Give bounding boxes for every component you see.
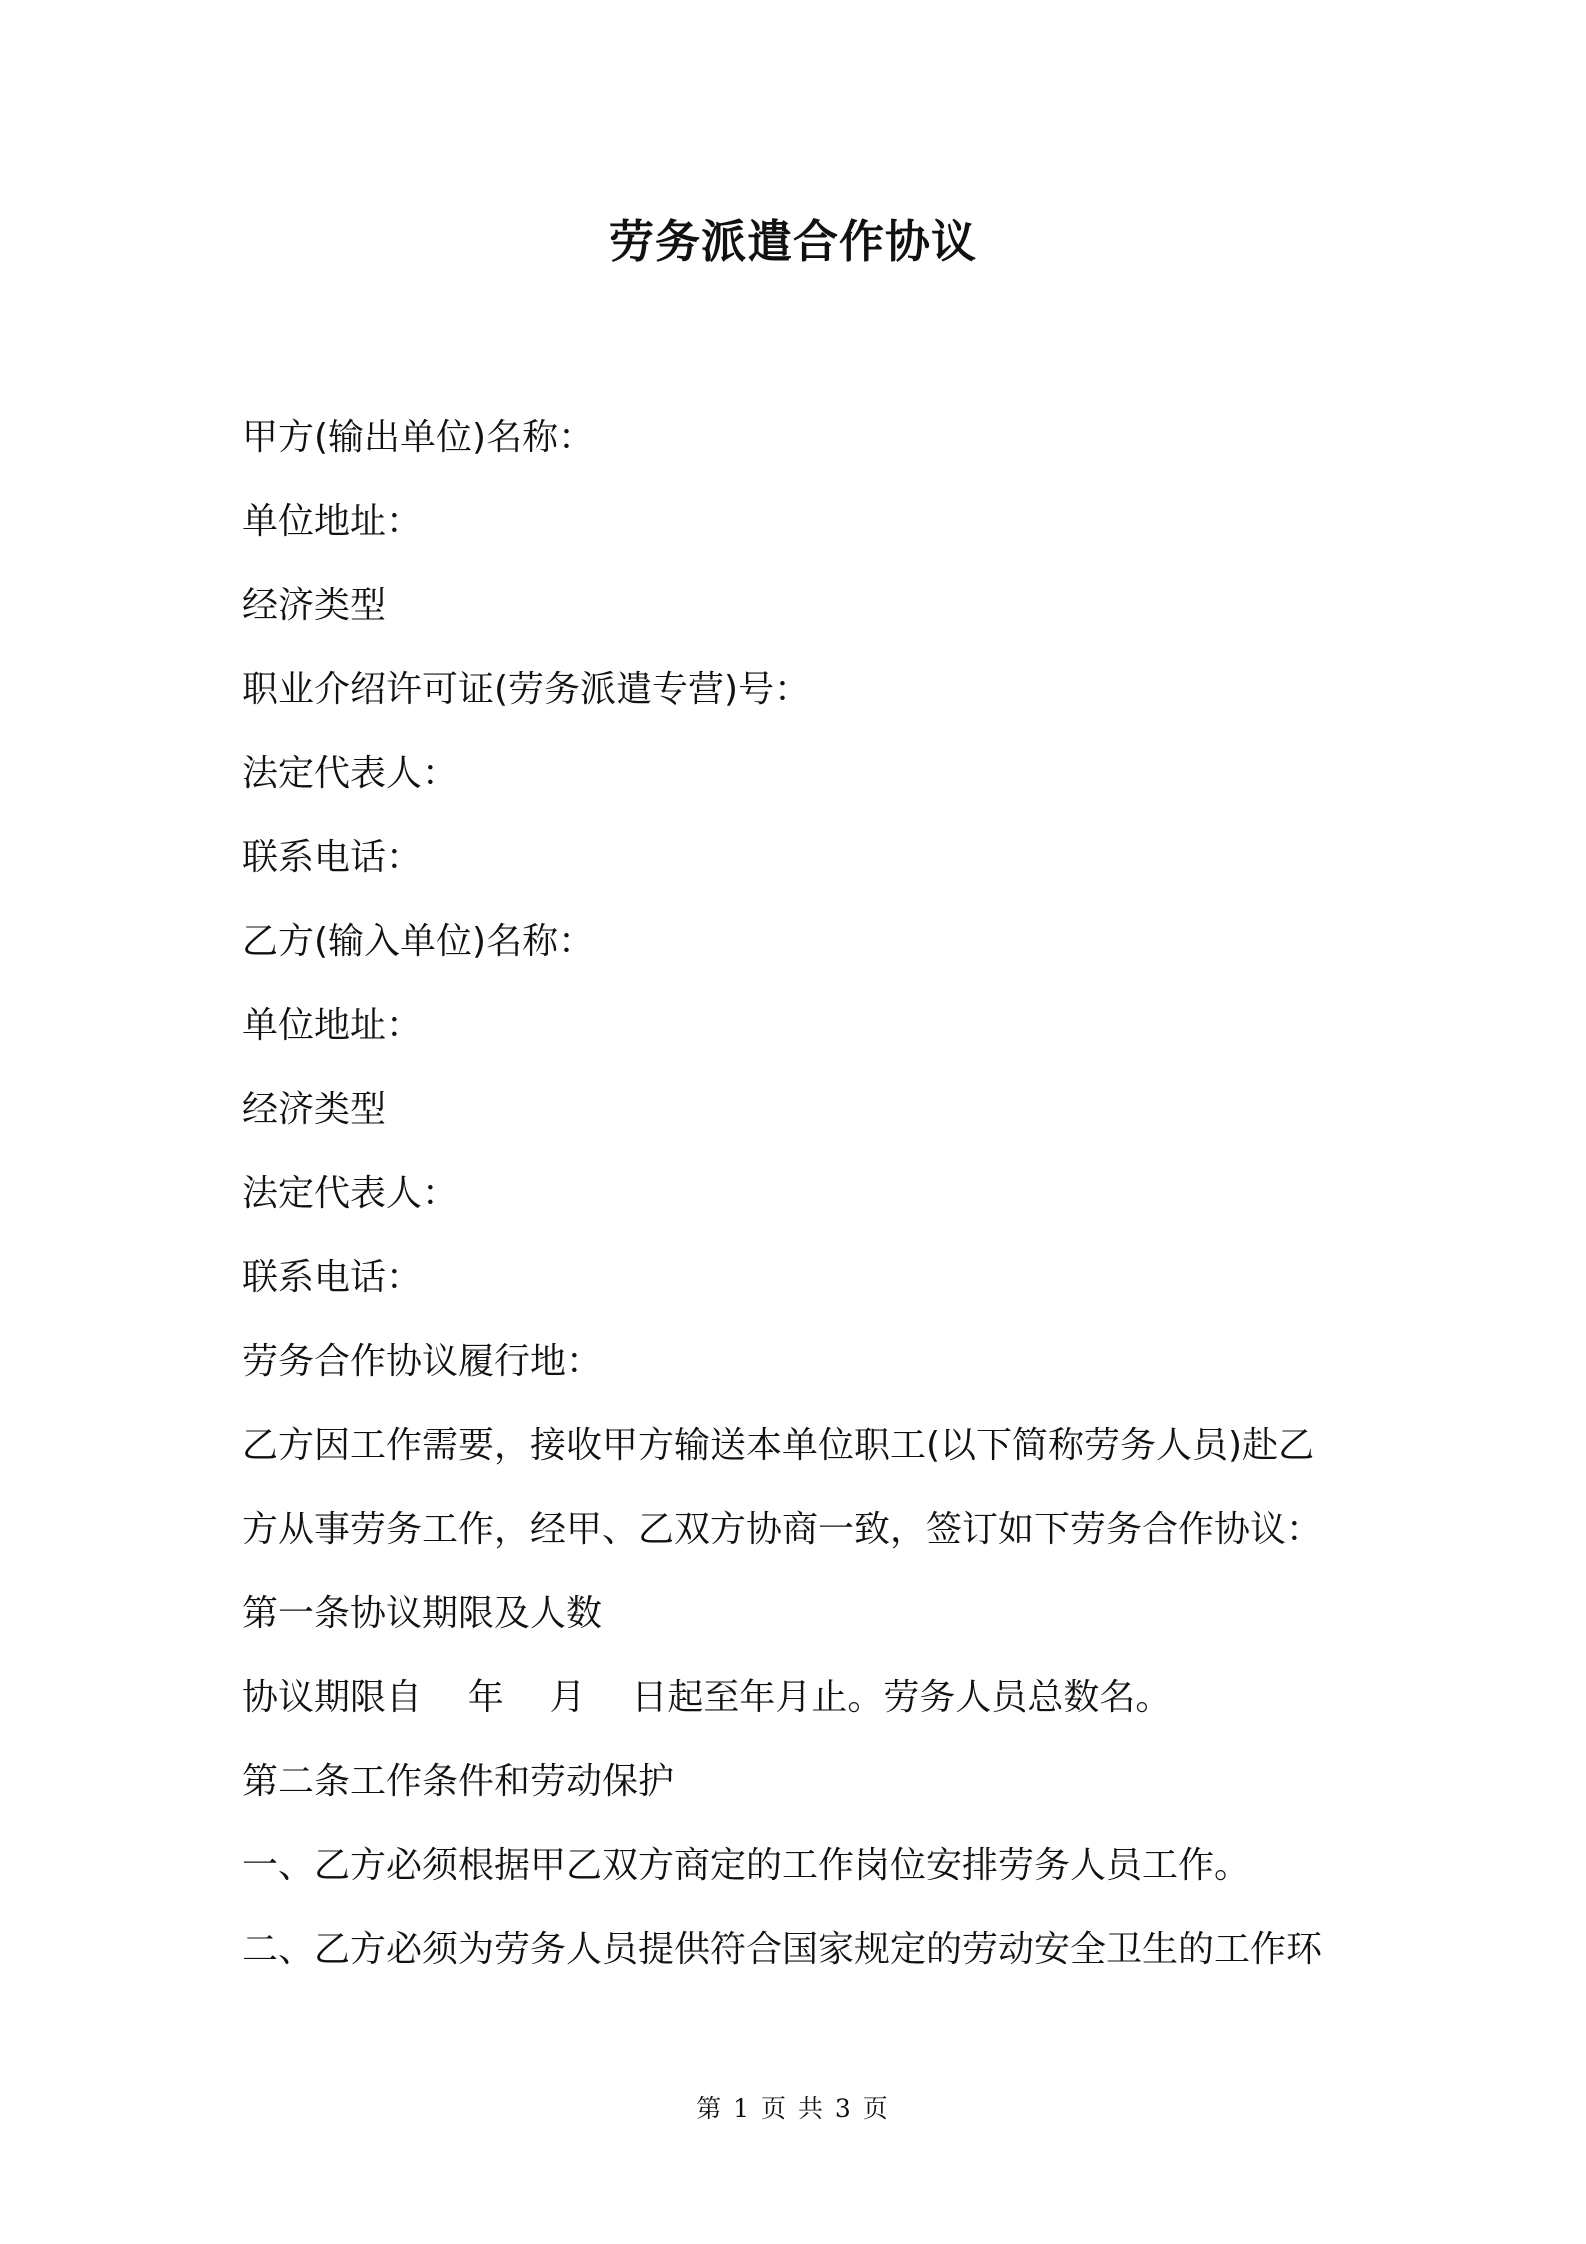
party-a-phone-line: 联系电话： <box>242 837 423 878</box>
article-2-clause-1: 一、乙方必须根据甲乙双方商定的工作岗位安排劳务人员工作。 <box>242 1845 1251 1886</box>
article-1-heading: 第一条协议期限及人数 <box>242 1593 603 1634</box>
party-a-address-line: 单位地址： <box>242 501 423 542</box>
article-1-term-line: 协议期限自 年 月 日起至年月止。劳务人员总数名。 <box>242 1677 1172 1718</box>
party-a-legal-rep-line: 法定代表人： <box>242 753 459 794</box>
party-b-name-line: 乙方(输入单位)名称： <box>242 921 595 962</box>
party-b-phone-line: 联系电话： <box>242 1257 423 1298</box>
document-body <box>242 410 1362 2006</box>
party-a-name-line: 甲方(输出单位)名称： <box>242 417 595 458</box>
party-b-address-line: 单位地址： <box>242 1005 423 1046</box>
preamble-line-1: 乙方因工作需要，接收甲方输送本单位职工(以下简称劳务人员)赴乙 <box>242 1425 1315 1466</box>
article-2-heading: 第二条工作条件和劳动保护 <box>242 1761 675 1802</box>
document-title: 劳务派遣合作协议 <box>608 215 977 268</box>
party-b-legal-rep-line: 法定代表人： <box>242 1173 459 1214</box>
page-number-footer: 第 1 页 共 3 页 <box>696 2094 890 2123</box>
preamble-line-2: 方从事劳务工作，经甲、乙双方协商一致，签订如下劳务合作协议： <box>242 1509 1323 1550</box>
party-b-economic-type-line: 经济类型 <box>242 1089 387 1130</box>
party-a-license-line: 职业介绍许可证(劳务派遣专营)号： <box>242 669 811 710</box>
place-of-performance-line: 劳务合作协议履行地： <box>242 1341 603 1382</box>
article-2-clause-2: 二、乙方必须为劳务人员提供符合国家规定的劳动安全卫生的工作环 <box>242 1929 1323 1970</box>
party-a-economic-type-line: 经济类型 <box>242 585 387 626</box>
